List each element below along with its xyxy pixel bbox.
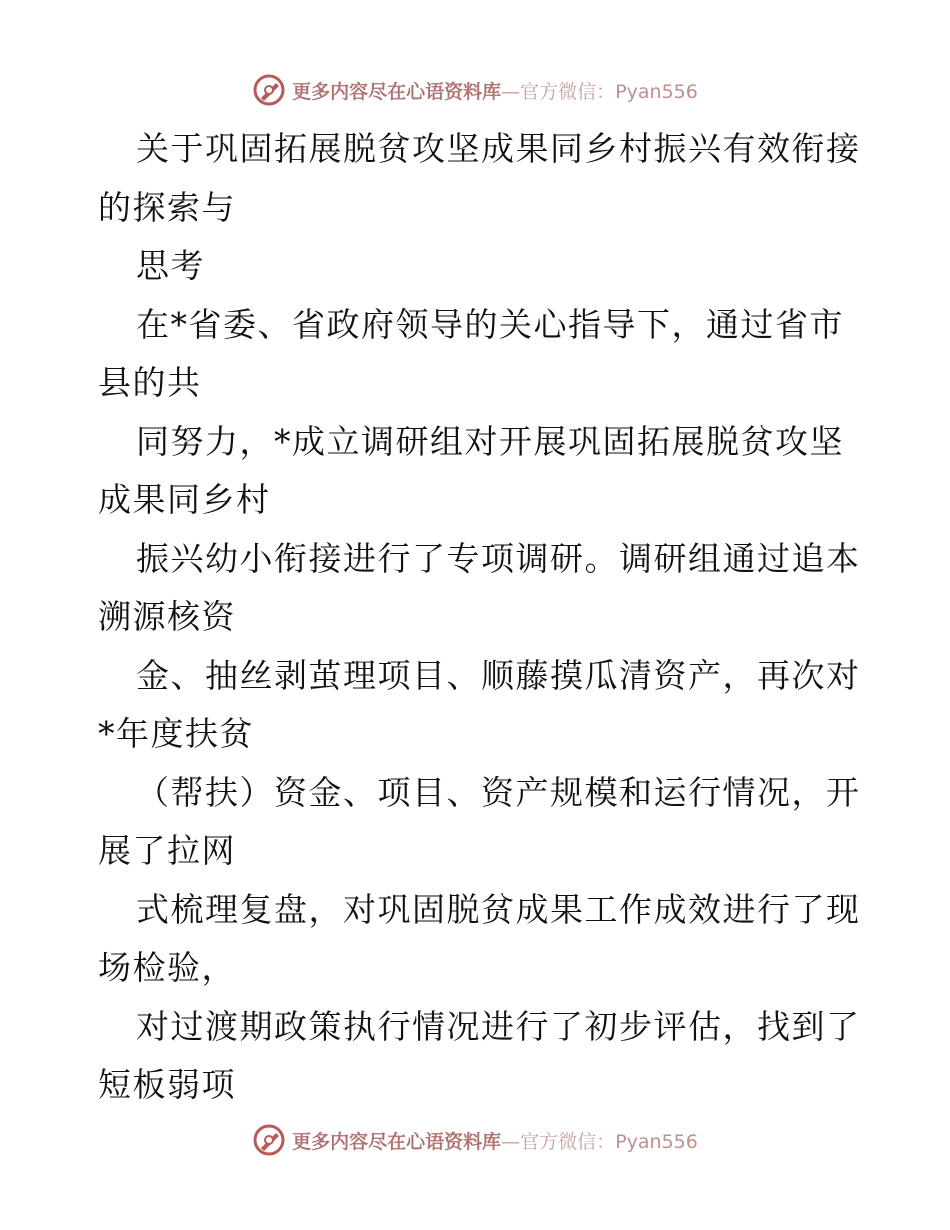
text-line: 金、抽丝剥茧理项目、顺藤摸瓜清资产，再次对 [136, 655, 861, 695]
text-line: 溯源核资 [98, 597, 236, 636]
pen-logo-icon [252, 73, 286, 107]
pen-logo-icon [252, 1123, 286, 1157]
banner-dash: — [501, 80, 521, 103]
text-line: 场检验， [98, 948, 236, 987]
text-line: 思考 [136, 246, 205, 285]
text-line: 振兴幼小衔接进行了专项调研。调研组通过追本 [136, 538, 861, 578]
banner-brand: 更多内容尽在心语资料库 [292, 1130, 502, 1153]
text-line: 在*省委、省政府领导的关心指导下，通过省市 [136, 304, 844, 344]
text-line: *年度扶贫 [98, 714, 254, 753]
banner-wechat-id: Pyan556 [615, 1130, 698, 1153]
header-watermark-banner [0, 70, 950, 110]
text-line: （帮扶）资金、项目、资产规模和运行情况，开 [136, 772, 861, 812]
text-line: 县的共 [98, 363, 202, 402]
text-line: 短板弱项 [98, 1065, 236, 1104]
document-body [98, 120, 861, 1115]
text-line: 的探索与 [98, 187, 236, 227]
text-line: 展了拉网 [98, 831, 236, 870]
banner-label: 官方微信： [520, 80, 616, 103]
banner-label: 官方微信： [520, 1130, 616, 1153]
text-line: 成果同乡村 [98, 480, 271, 519]
banner-text [292, 1127, 698, 1154]
banner-text [292, 77, 698, 104]
text-line: 对过渡期政策执行情况进行了初步评估，找到了 [136, 1006, 861, 1046]
banner-wechat-id: Pyan556 [615, 80, 698, 103]
text-line: 关于巩固拓展脱贫攻坚成果同乡村振兴有效衔接 [136, 129, 861, 168]
banner-brand: 更多内容尽在心语资料库 [292, 80, 502, 103]
footer-watermark-banner [0, 1120, 950, 1160]
banner-dash: — [501, 1130, 521, 1153]
document-paragraph [98, 120, 861, 1115]
text-line: 同努力，*成立调研组对开展巩固拓展脱贫攻坚 [136, 421, 844, 461]
text-line: 式梳理复盘，对巩固脱贫成果工作成效进行了现 [136, 889, 861, 929]
